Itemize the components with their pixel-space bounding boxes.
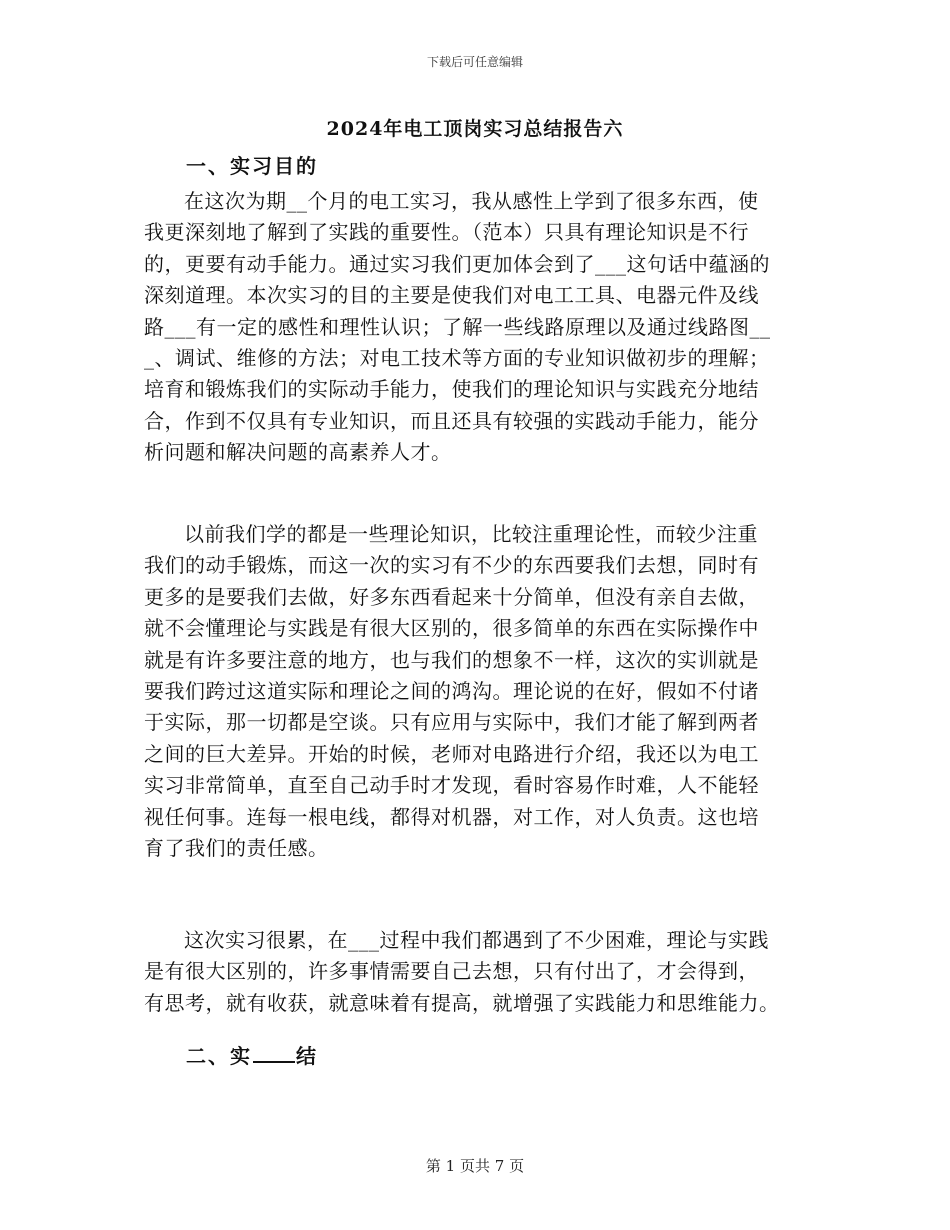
paragraph-line: 析问题和解决问题的高素养人才。 — [144, 440, 452, 465]
section-heading-purpose: 一、实习目的 — [186, 154, 318, 178]
section-heading-end: 结 — [296, 1044, 318, 1068]
paragraph-line: 在这次为期__个月的电工实习，我从感性上学到了很多东西，使 — [184, 189, 759, 213]
paragraph-line: 视任何事。连每一根电线，都得对机器，对工作，对人负责。这也培 — [144, 804, 759, 829]
paragraph-line: 要我们跨过这道实际和理论之间的鸿沟。理论说的在好，假如不付诸 — [144, 679, 759, 704]
section-heading-summary — [186, 1040, 318, 1069]
paragraph-line: 这次实习很累，在___过程中我们都遇到了不少困难，理论与实践 — [184, 928, 769, 952]
paragraph-line: 就是有许多要注意的地方，也与我们的想象不一样，这次的实训就是 — [144, 647, 759, 672]
paragraph-theory-practice — [144, 519, 806, 864]
paragraph-line: 于实际，那一切都是空谈。只有应用与实际中，我们才能了解到两者 — [144, 710, 759, 735]
section-heading-start: 二、实 — [186, 1044, 252, 1068]
paragraph-line: 合，作到不仅具有专业知识，而且还具有较强的实践动手能力，能分 — [144, 408, 759, 433]
paragraph-hard-work — [144, 925, 806, 1019]
paragraph-line: 我们的动手锻炼，而这一次的实习有不少的东西要我们去想，同时有 — [144, 553, 759, 578]
paragraph-purpose — [144, 186, 806, 469]
paragraph-line: 实习非常简单，直至自己动手时才发现，看时容易作时难，人不能轻 — [144, 773, 759, 798]
paragraph-line: 深刻道理。本次实习的目的主要是使我们对电工工具、电器元件及线 — [144, 283, 759, 308]
paragraph-line: 培育和锻炼我们的实际动手能力，使我们的理论知识与实践充分地结 — [144, 377, 759, 402]
document-title: 2024年电工顶岗实习总结报告六 — [326, 118, 624, 140]
paragraph-line: 以前我们学的都是一些理论知识，比较注重理论性，而较少注重 — [184, 522, 758, 546]
paragraph-line: 育了我们的责任感。 — [144, 836, 329, 861]
page-header-note: 下载后可任意编辑 — [426, 55, 523, 69]
paragraph-line: 之间的巨大差异。开始的时候，老师对电路进行介绍，我还以为电工 — [144, 741, 759, 766]
paragraph-line: _、调试、维修的方法；对电工技术等方面的专业知识做初步的理解； — [144, 346, 770, 371]
paragraph-line: 是有很大区别的，许多事情需要自己去想，只有付出了，才会得到， — [144, 959, 759, 984]
heading-blank-underline — [253, 1045, 295, 1063]
paragraph-line: 更多的是要我们去做，好多东西看起来十分简单，但没有亲自去做， — [144, 584, 759, 609]
paragraph-line: 有思考，就有收获，就意味着有提高，就增强了实践能力和思维能力。 — [144, 990, 780, 1015]
paragraph-line: 路___有一定的感性和理性认识；了解一些线路原理以及通过线路图__ — [144, 314, 771, 339]
paragraph-line: 就不会懂理论与实践是有很大区别的，很多简单的东西在实际操作中 — [144, 616, 759, 641]
page-number: 第 1 页共 7 页 — [425, 1157, 525, 1175]
paragraph-line: 我更深刻地了解到了实践的重要性。（范本）只具有理论知识是不行 — [144, 220, 749, 245]
paragraph-line: 的，更要有动手能力。通过实习我们更加体会到了___这句话中蕴涵的 — [144, 251, 770, 276]
